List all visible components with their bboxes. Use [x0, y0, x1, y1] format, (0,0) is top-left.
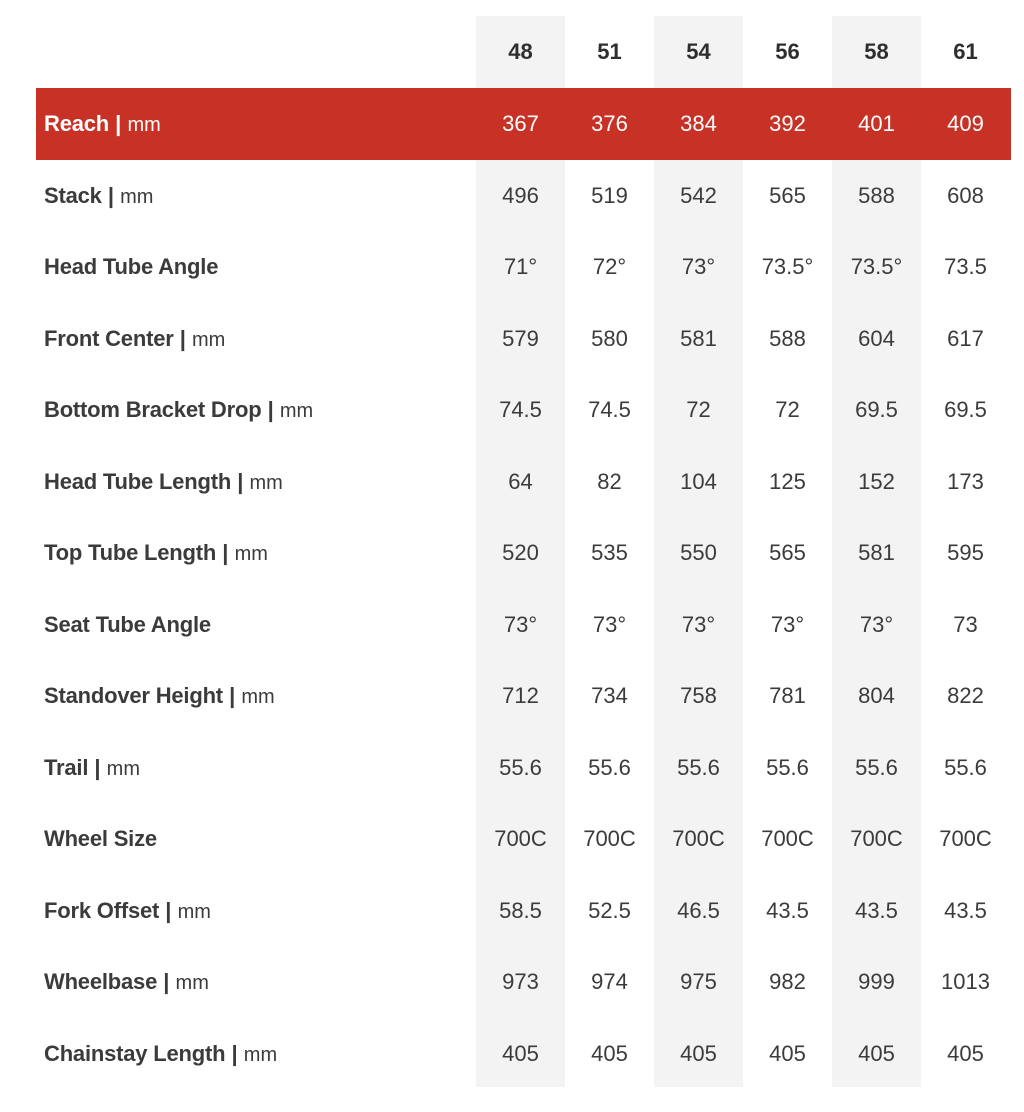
spec-label [44, 231, 218, 303]
unit-separator: | [115, 111, 122, 136]
spec-value-cell: 69.5 [855, 397, 898, 422]
spec-value-cell: 152 [858, 469, 895, 494]
spec-value-cell: 392 [769, 111, 806, 136]
spec-value-cell: 608 [947, 183, 984, 208]
spec-label [44, 875, 211, 947]
spec-value-cell: 43.5 [766, 898, 809, 923]
spec-value-cell: 804 [858, 683, 895, 708]
spec-unit: mm [234, 543, 268, 565]
spec-value-cell: 55.6 [677, 755, 720, 780]
spec-label [44, 517, 268, 589]
spec-value-cell: 73.5 [944, 254, 987, 279]
spec-value-cell: 55.6 [499, 755, 542, 780]
spec-value-cell: 579 [502, 326, 539, 351]
spec-value-cell: 565 [769, 540, 806, 565]
spec-value-cell: 173 [947, 469, 984, 494]
spec-unit: mm [127, 114, 161, 136]
spec-name: Wheelbase [44, 969, 158, 994]
spec-value-cell: 999 [858, 969, 895, 994]
spec-value-cell: 72 [775, 397, 800, 422]
spec-value-cell: 405 [502, 1041, 539, 1066]
spec-value-cell: 496 [502, 183, 539, 208]
spec-label [44, 446, 283, 518]
spec-value-cell: 73° [859, 612, 894, 637]
spec-value-cell: 55.6 [944, 755, 987, 780]
spec-value-cell: 125 [769, 469, 806, 494]
spec-value-cell: 535 [591, 540, 628, 565]
spec-value-cell: 617 [947, 326, 984, 351]
size-header-cell: 48 [508, 39, 533, 64]
spec-value-cell: 384 [680, 111, 717, 136]
spec-label [44, 732, 140, 804]
spec-label [44, 660, 275, 732]
spec-name: Head Tube Length [44, 469, 232, 494]
spec-value-cell: 519 [591, 183, 628, 208]
spec-label [44, 946, 209, 1018]
spec-label [44, 88, 161, 160]
spec-value-cell: 520 [502, 540, 539, 565]
spec-name: Reach [44, 111, 110, 136]
spec-value-cell: 588 [769, 326, 806, 351]
spec-value-cell: 595 [947, 540, 984, 565]
unit-separator: | [165, 898, 172, 923]
spec-unit: mm [120, 186, 154, 208]
spec-value-cell: 367 [502, 111, 539, 136]
spec-label [44, 160, 153, 232]
unit-separator: | [94, 755, 101, 780]
spec-label [44, 589, 211, 661]
spec-name: Bottom Bracket Drop [44, 397, 262, 422]
spec-value-cell: 409 [947, 111, 984, 136]
spec-value-cell: 700C [850, 826, 903, 851]
spec-row [0, 517, 1024, 589]
spec-value-cell: 974 [591, 969, 628, 994]
spec-value-cell: 975 [680, 969, 717, 994]
spec-unit: mm [279, 400, 314, 422]
spec-name: Wheel Size [44, 826, 157, 851]
spec-unit: mm [241, 686, 275, 708]
spec-row [0, 732, 1024, 804]
unit-separator: | [231, 1041, 238, 1066]
spec-value-cell: 712 [502, 683, 539, 708]
spec-value-cell: 405 [858, 1041, 895, 1066]
size-header-row [0, 16, 1024, 88]
spec-value-cell: 73° [503, 612, 538, 637]
spec-value-cell: 405 [680, 1041, 717, 1066]
size-header-cell: 56 [775, 39, 800, 64]
spec-value-cell: 73.5° [850, 254, 903, 279]
spec-value-cell: 405 [591, 1041, 628, 1066]
spec-value-cell: 973 [502, 969, 539, 994]
spec-name: Trail [44, 755, 89, 780]
size-header-cell: 58 [864, 39, 889, 64]
spec-value-cell: 82 [597, 469, 622, 494]
spec-unit: mm [106, 758, 140, 780]
spec-value-cell: 376 [591, 111, 628, 136]
spec-row [0, 160, 1024, 232]
spec-value-cell: 700C [939, 826, 992, 851]
spec-value-cell: 72 [686, 397, 711, 422]
spec-row [0, 946, 1024, 1018]
spec-row [0, 374, 1024, 446]
spec-value-cell: 43.5 [855, 898, 898, 923]
spec-label [44, 374, 313, 446]
spec-row [0, 1018, 1024, 1090]
spec-value-cell: 73.5° [761, 254, 814, 279]
spec-value-cell: 52.5 [588, 898, 631, 923]
spec-value-cell: 55.6 [766, 755, 809, 780]
spec-name: Top Tube Length [44, 540, 217, 565]
spec-value-cell: 700C [761, 826, 814, 851]
spec-unit: mm [243, 1044, 278, 1066]
spec-value-cell: 104 [680, 469, 717, 494]
spec-value-cell: 700C [583, 826, 636, 851]
spec-value-cell: 401 [858, 111, 895, 136]
spec-value-cell: 758 [680, 683, 717, 708]
spec-row [36, 88, 1011, 160]
spec-value-cell: 73° [681, 612, 716, 637]
spec-value-cell: 405 [769, 1041, 806, 1066]
spec-value-cell: 73° [770, 612, 805, 637]
spec-value-cell: 43.5 [944, 898, 987, 923]
spec-name: Front Center [44, 326, 174, 351]
spec-name: Standover Height [44, 683, 223, 708]
spec-value-cell: 604 [858, 326, 895, 351]
size-header-cell: 54 [686, 39, 711, 64]
spec-unit: mm [192, 329, 226, 351]
spec-unit: mm [177, 901, 211, 923]
spec-row [0, 446, 1024, 518]
size-header-cell: 51 [597, 39, 622, 64]
spec-row [0, 875, 1024, 947]
unit-separator: | [267, 397, 274, 422]
spec-value-cell: 64 [508, 469, 533, 494]
spec-row [0, 803, 1024, 875]
spec-name: Fork Offset [44, 898, 160, 923]
spec-value-cell: 581 [858, 540, 895, 565]
spec-row [0, 303, 1024, 375]
spec-value-cell: 46.5 [677, 898, 720, 923]
spec-row [0, 660, 1024, 732]
spec-value-cell: 734 [591, 683, 628, 708]
unit-separator: | [222, 540, 229, 565]
unit-separator: | [237, 469, 244, 494]
spec-value-cell: 1013 [941, 969, 990, 994]
spec-value-cell: 822 [947, 683, 984, 708]
spec-name: Seat Tube Angle [44, 612, 211, 637]
spec-value-cell: 581 [680, 326, 717, 351]
spec-value-cell: 542 [680, 183, 717, 208]
spec-value-cell: 73° [592, 612, 627, 637]
spec-label [44, 303, 225, 375]
spec-value-cell: 565 [769, 183, 806, 208]
spec-value-cell: 700C [672, 826, 725, 851]
size-header-cell: 61 [953, 39, 978, 64]
spec-value-cell: 700C [494, 826, 547, 851]
spec-row [0, 589, 1024, 661]
spec-value-cell: 69.5 [944, 397, 987, 422]
spec-value-cell: 550 [680, 540, 717, 565]
spec-label [44, 803, 157, 875]
spec-unit: mm [249, 472, 283, 494]
spec-value-cell: 580 [591, 326, 628, 351]
unit-separator: | [229, 683, 236, 708]
unit-separator: | [107, 183, 114, 208]
spec-unit: mm [175, 972, 209, 994]
spec-value-cell: 55.6 [855, 755, 898, 780]
spec-label [44, 1018, 277, 1090]
spec-value-cell: 405 [947, 1041, 984, 1066]
spec-value-cell: 982 [769, 969, 806, 994]
spec-value-cell: 74.5 [499, 397, 542, 422]
spec-value-cell: 588 [858, 183, 895, 208]
spec-name: Chainstay Length [44, 1041, 226, 1066]
spec-row [0, 231, 1024, 303]
spec-value-cell: 73° [681, 254, 716, 279]
spec-name: Head Tube Angle [44, 254, 219, 279]
spec-value-cell: 72° [592, 254, 627, 279]
spec-value-cell: 781 [769, 683, 806, 708]
spec-value-cell: 55.6 [588, 755, 631, 780]
spec-name: Stack [44, 183, 102, 208]
spec-value-cell: 71° [503, 254, 538, 279]
unit-separator: | [179, 326, 186, 351]
spec-value-cell: 58.5 [499, 898, 542, 923]
spec-value-cell: 73 [953, 612, 978, 637]
unit-separator: | [163, 969, 170, 994]
spec-value-cell: 74.5 [588, 397, 631, 422]
